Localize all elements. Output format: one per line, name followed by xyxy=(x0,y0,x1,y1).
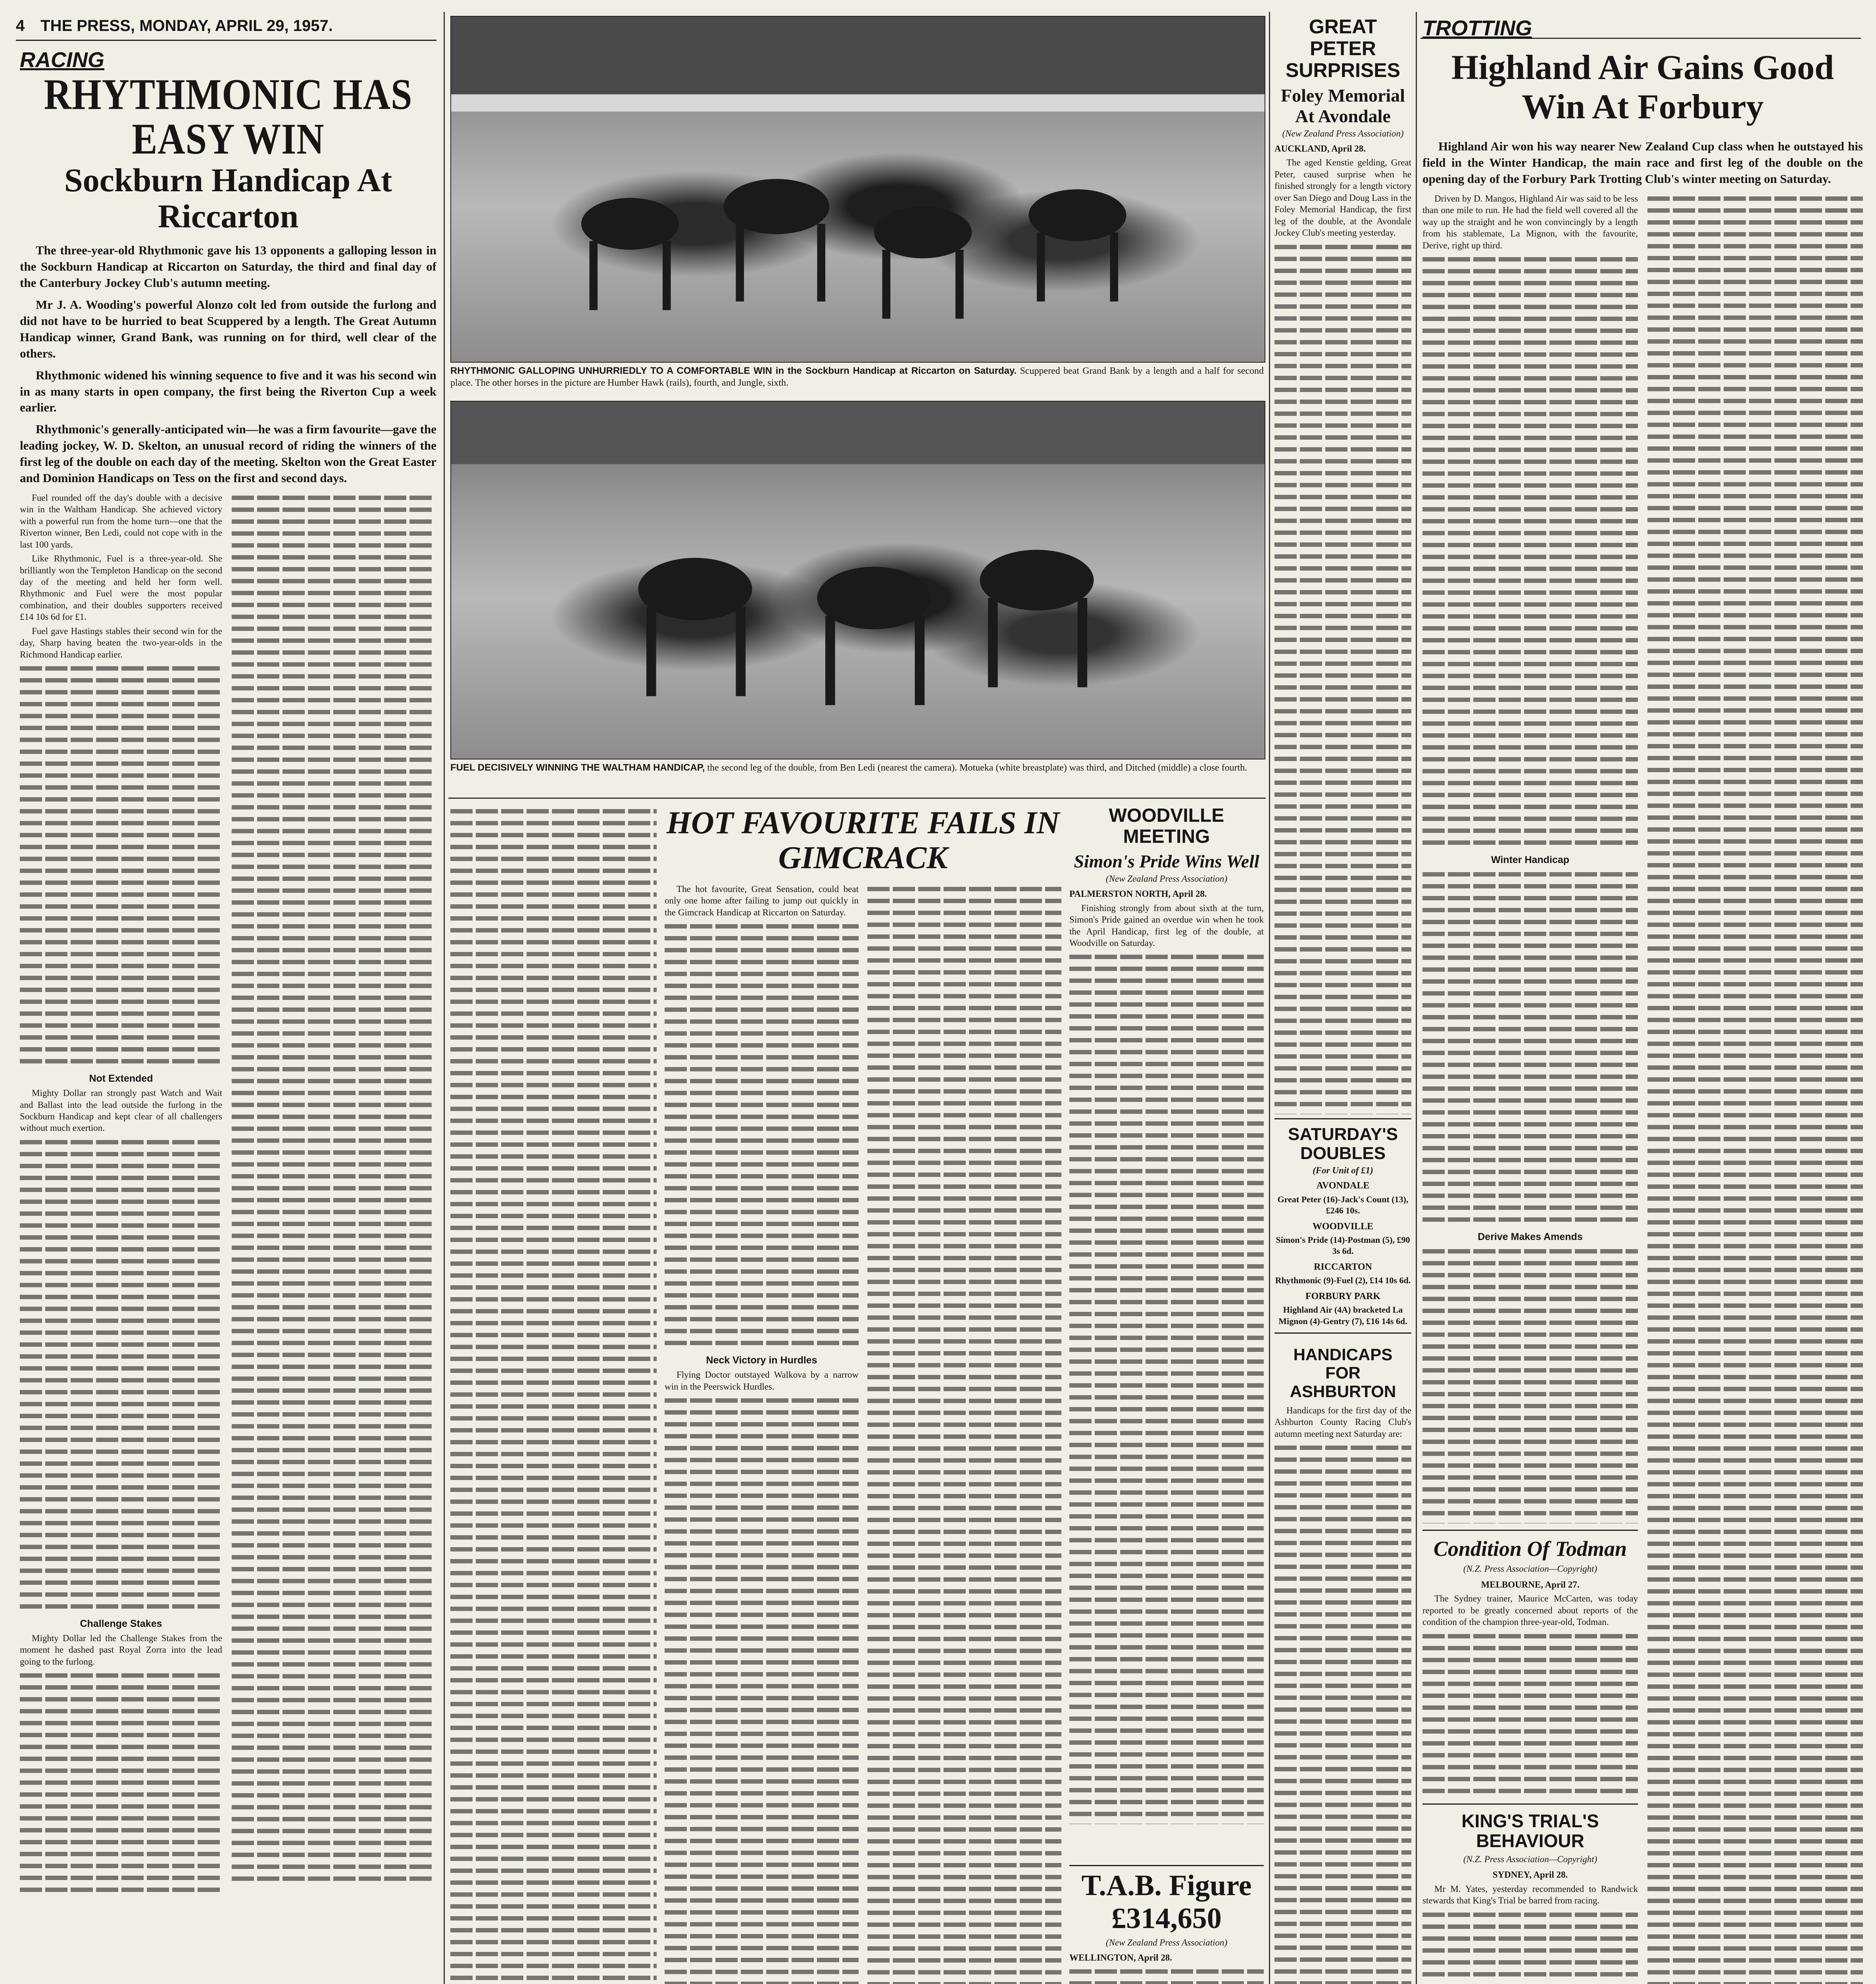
text-block xyxy=(665,1395,859,1984)
great-peter-headline: GREAT PETER SURPRISES xyxy=(1286,16,1400,81)
racing-subhead: Sockburn Handicap At Riccarton xyxy=(64,161,392,235)
kings-trial-body-1: Mr M. Yates, yesterday recommended to Randwick stewards that King's Trial be barred from racing. xyxy=(1422,1884,1638,1906)
gimcrack-headline: HOT FAVOURITE FAILS IN GIMCRACK xyxy=(666,806,1060,875)
kings-trial-credit: (N.Z. Press Association—Copyright) xyxy=(1463,1854,1597,1864)
doubles-line-3: Rhythmonic (9)-Fuel (2), £14 10s 6d. xyxy=(1275,1275,1411,1286)
doubles-track-3: RICCARTON xyxy=(1314,1262,1372,1273)
woodville-headline: WOODVILLE MEETING xyxy=(1109,806,1224,847)
photo-1-caption xyxy=(450,365,1264,389)
text-block xyxy=(1069,951,1264,1824)
todman-dateline: MELBOURNE, April 27. xyxy=(1481,1579,1580,1590)
doubles-note: (For Unit of £1) xyxy=(1313,1165,1373,1176)
ashburton-headline: HANDICAPS FOR ASHBURTON xyxy=(1290,1345,1396,1401)
kings-trial-dateline: SYDNEY, April 28. xyxy=(1492,1870,1568,1880)
trotting-body-left xyxy=(1422,193,1638,1984)
page-number: 4 xyxy=(16,17,25,35)
masthead-title: THE PRESS, MONDAY, APRIL 29, 1957. xyxy=(40,17,333,35)
woodville-dateline: PALMERSTON NORTH, April 28. xyxy=(1069,889,1207,899)
racing-intro-3: Rhythmonic widened his winning sequence to five and it was his second win in as many starts in open company, the first being the Riverton Cup a week earlier. xyxy=(20,368,436,415)
tab-credit: (New Zealand Press Association) xyxy=(1105,1937,1228,1947)
results-block xyxy=(232,492,434,1881)
racing-intro-1: The three-year-old Rhythmonic gave his 13 opponents a galloping lesson in the Sockburn Handicap at Riccarton on Saturday, the third and final day of the Canterbury Jockey Club's autumn meeting. xyxy=(20,243,436,290)
woodville-subhead: Simon's Pride Wins Well xyxy=(1074,851,1259,871)
kings-trial-headline: KING'S TRIAL'S BEHAVIOUR xyxy=(1461,1810,1599,1851)
text-block xyxy=(1069,1966,1264,1984)
trotting-results xyxy=(1647,193,1863,1984)
trotting-kicker: TROTTING xyxy=(1422,16,1532,40)
racing-headline: RHYTHMONIC HAS EASY WIN xyxy=(44,69,413,163)
todman-credit: (N.Z. Press Association—Copyright) xyxy=(1463,1564,1597,1574)
doubles-track-4: FORBURY PARK xyxy=(1305,1291,1381,1302)
column-rule xyxy=(1416,12,1417,1984)
racing-body-4: Mighty Dollar ran strongly past Watch and Wait and Ballast into the lead outside the furlong in the Sockburn Handicap and kept clear of all challengers without much exertion. xyxy=(20,1088,222,1133)
gimcrack-body-left xyxy=(665,883,859,1984)
racing-kicker: RACING xyxy=(20,48,104,72)
racing-intro-2: Mr J. A. Wooding's powerful Alonzo colt led from outside the furlong and did not have to be hurried to beat Scuppered by a length. The Great Autumn Handicap winner, Grand Bank, was running on for third, well clear of the others. xyxy=(20,297,436,360)
great-peter-dateline: AUCKLAND, April 28. xyxy=(1274,144,1366,154)
racing-results-continued xyxy=(450,806,657,1984)
doubles-track-1: AVONDALE xyxy=(1316,1180,1370,1191)
photo-2-caption xyxy=(450,762,1264,774)
tab-headline: T.A.B. Figure £314,650 xyxy=(1081,1869,1252,1935)
great-peter-article xyxy=(1274,16,1411,1984)
doubles-track-2: WOODVILLE xyxy=(1312,1221,1374,1232)
gimcrack-article xyxy=(665,806,1061,1984)
gimcrack-body-2: Flying Doctor outstayed Walkova by a narrow win in the Peerswick Hurdles. xyxy=(665,1370,859,1392)
text-block xyxy=(867,883,1061,1984)
trotting-article xyxy=(1422,16,1863,1984)
trotting-headline: Highland Air Gains Good Win At Forbury xyxy=(1451,48,1834,126)
gimcrack-sub-1: Neck Victory in Hurdles xyxy=(706,1355,817,1366)
great-peter-subhead: Foley Memorial At Avondale xyxy=(1281,85,1405,126)
great-peter-body-1: The aged Kenstie gelding, Great Peter, caused surprise when he finished strongly for a length victory over San Diego and Doug Lass in the Foley Memorial Handicap, the first leg of the double, at the Avondale Jockey Club's meeting yesterday. xyxy=(1274,158,1411,238)
tab-article xyxy=(1069,1865,1264,1984)
results-block xyxy=(1274,241,1411,1114)
racing-sub-2: Challenge Stakes xyxy=(80,1618,162,1629)
column-rule xyxy=(444,12,445,1984)
race-photo-rhythmonic xyxy=(450,16,1265,363)
text-block xyxy=(20,1136,222,1613)
photo-1-caption-rest: Scuppered beat Grand Bank by a length and a half for second place. The other horses in the picture are Humber Hawk (rails), fourth, and Jungle, sixth. xyxy=(450,366,1264,388)
racing-body-left xyxy=(20,492,222,1892)
text-block xyxy=(665,921,859,1349)
racing-sub-1: Not Extended xyxy=(89,1073,153,1084)
ashburton-body-1: Handicaps for the first day of the Ashburton County Racing Club's autumn meeting next Saturday are: xyxy=(1274,1405,1411,1439)
woodville-credit: (New Zealand Press Association) xyxy=(1105,874,1228,884)
great-peter-credit: (New Zealand Press Association) xyxy=(1282,129,1404,139)
trotting-intro: Highland Air won his way nearer New Zealand Cup class when he outstayed his field in the Winter Handicap, the main race and first leg of the double on the opening day of the Forbury Park Trotting Club's winter meeting on Saturday. xyxy=(1422,139,1863,186)
doubles-headline: SATURDAY'S DOUBLES xyxy=(1288,1124,1398,1163)
woodville-body-1: Finishing strongly from about sixth at the turn, Simon's Pride gained an overdue win when he took the April Handicap, first leg of the double, at Woodville on Saturday. xyxy=(1069,903,1264,948)
trotting-body-1: Driven by D. Mangos, Highland Air was said to be less than one mile to run. He had the field well covered all the way up the straight and he won convincingly by a length from his stablemate, La Mignon, with the favourite, Derive, right up third. xyxy=(1422,193,1638,250)
racing-body-5: Mighty Dollar led the Challenge Stakes from the moment he dashed past Royal Zorra into the lead going to the furlong. xyxy=(20,1633,222,1667)
text-block xyxy=(1422,869,1638,1226)
section-rule xyxy=(448,798,1266,799)
todman-headline: Condition Of Todman xyxy=(1433,1537,1627,1561)
doubles-line-1: Great Peter (16)-Jack's Count (13), £246 10s. xyxy=(1277,1194,1409,1216)
text-block xyxy=(1422,1909,1638,1984)
todman-body-1: The Sydney trainer, Maurice McCarten, was today reported to be greatly concerned about reports of the condition of the champion three-year-old, Todman. xyxy=(1422,1594,1638,1627)
race-photo-fuel xyxy=(450,401,1265,759)
photo-2-caption-rest: the second leg of the double, from Ben Ledi (nearest the camera). Motueka (white breastplate) was third, and Ditched (middle) a close fourth. xyxy=(707,763,1247,773)
racing-body-1: Fuel rounded off the day's double with a decisive win in the Waltham Handicap. She achieved victory with a powerful run from the home turn—one that the Riverton winner, Ben Ledi, could not cope with in the last 100 yards. xyxy=(20,492,222,550)
masthead xyxy=(16,12,436,41)
text-block xyxy=(1422,254,1638,849)
doubles-line-4: Highland Air (4A) bracketed La Mignon (4)-Gentry (7), £16 14s 6d. xyxy=(1278,1305,1407,1326)
trotting-sub-1: Winter Handicap xyxy=(1491,854,1570,865)
racing-body-3: Fuel gave Hastings stables their second win for the day, Sharp having beaten the two-year-olds in the Richmond Handicap earlier. xyxy=(20,626,222,659)
racing-article xyxy=(20,44,436,1984)
text-block xyxy=(20,663,222,1067)
photo-1-caption-lead: RHYTHMONIC GALLOPING UNHURRIEDLY TO A COMFORTABLE WIN in the Sockburn Handicap at Riccarton on Saturday. xyxy=(450,365,1017,376)
gimcrack-body-right xyxy=(867,883,1061,1984)
racing-results xyxy=(232,492,434,1892)
tab-dateline: WELLINGTON, April 28. xyxy=(1069,1952,1172,1963)
photo-2-caption-lead: FUEL DECISIVELY WINNING THE WALTHAM HANDICAP, xyxy=(450,762,705,773)
results-block xyxy=(1647,193,1863,1984)
text-block xyxy=(1422,1246,1638,1523)
text-block xyxy=(1422,1630,1638,1797)
results-block xyxy=(450,806,657,1984)
text-block xyxy=(20,1670,222,1892)
results-block xyxy=(1274,1442,1411,1984)
racing-body-2: Like Rhythmonic, Fuel is a three-year-old. She brilliantly won the Templeton Handicap on the second day of the meeting and held her form well. Rhythmonic and Fuel were the most popular combination, and their doubles supporters received £14 10s 6d for £1. xyxy=(20,554,222,622)
woodville-article xyxy=(1069,806,1264,1857)
doubles-box xyxy=(1274,1118,1411,1334)
gimcrack-body-1: The hot favourite, Great Sensation, could beat only one home after failing to jump out quickly in the Gimcrack Handicap at Riccarton on Saturday. xyxy=(665,884,859,917)
doubles-line-2: Simon's Pride (14)-Postman (5), £90 3s 6d. xyxy=(1276,1234,1410,1256)
racing-intro-4: Rhythmonic's generally-anticipated win—he was a firm favourite—gave the leading jockey, W. D. Skelton, an unusual record of riding the winners of the first leg of the double on each day of the meeting. Skelton won the Great Easter and Dominion Handicaps on Tess on the first and second days. xyxy=(20,422,436,485)
column-rule xyxy=(1269,12,1270,1984)
trotting-sub-2: Derive Makes Amends xyxy=(1478,1231,1583,1242)
